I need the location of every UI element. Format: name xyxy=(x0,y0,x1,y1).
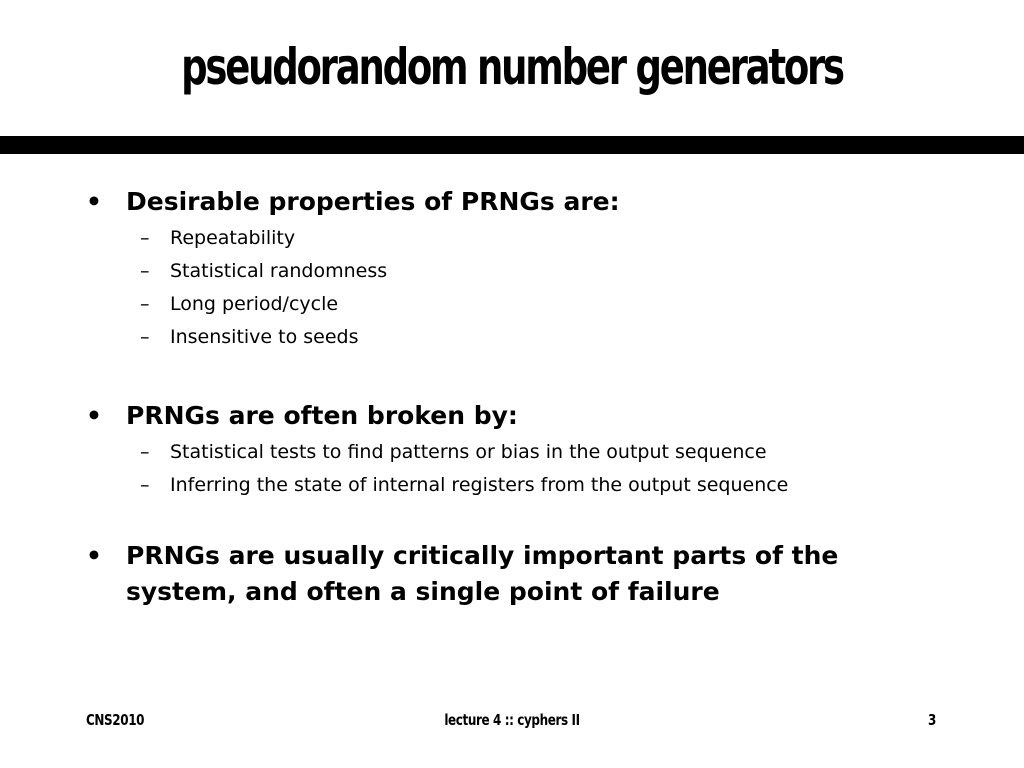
bullet-item xyxy=(86,538,886,610)
sub-item-text: Statistical randomness xyxy=(170,260,388,282)
footer-lecture: lecture 4 :: cyphers II xyxy=(444,711,580,729)
sub-item xyxy=(126,222,1006,255)
sub-list xyxy=(126,436,1006,502)
sub-item-text: Long period/cycle xyxy=(170,293,339,315)
sub-item xyxy=(126,321,1006,354)
dash-marker: – xyxy=(140,260,150,282)
sub-item-text: Statistical tests to find patterns or bias in the output sequence xyxy=(170,441,767,463)
bullet-marker: • xyxy=(86,187,102,216)
sub-item-text: Repeatability xyxy=(170,227,296,249)
bullet-text: PRNGs are often broken by: xyxy=(126,401,518,430)
title-divider xyxy=(0,136,1024,154)
sub-item xyxy=(126,469,1006,502)
dash-marker: – xyxy=(140,474,150,496)
dash-marker: – xyxy=(140,326,150,348)
bullet-item xyxy=(86,184,1006,354)
bullet-marker: • xyxy=(86,541,102,570)
footer-page-number: 3 xyxy=(928,711,936,729)
bullet-marker: • xyxy=(86,401,102,430)
sub-item xyxy=(126,436,1006,469)
sub-list xyxy=(126,222,1006,354)
footer-course: CNS2010 xyxy=(86,711,145,729)
sub-item-text: Insensitive to seeds xyxy=(170,326,359,348)
sub-item-text: Inferring the state of internal registers from the output sequence xyxy=(170,474,789,496)
bullet-text: PRNGs are usually critically important parts of the system, and often a single point of failure xyxy=(126,541,839,606)
dash-marker: – xyxy=(140,293,150,315)
sub-item xyxy=(126,288,1006,321)
bullet-item xyxy=(86,398,1006,502)
bullet-text: Desirable properties of PRNGs are: xyxy=(126,187,620,216)
dash-marker: – xyxy=(140,227,150,249)
sub-item xyxy=(126,255,1006,288)
slide-title: pseudorandom number generators xyxy=(181,38,843,96)
dash-marker: – xyxy=(140,441,150,463)
